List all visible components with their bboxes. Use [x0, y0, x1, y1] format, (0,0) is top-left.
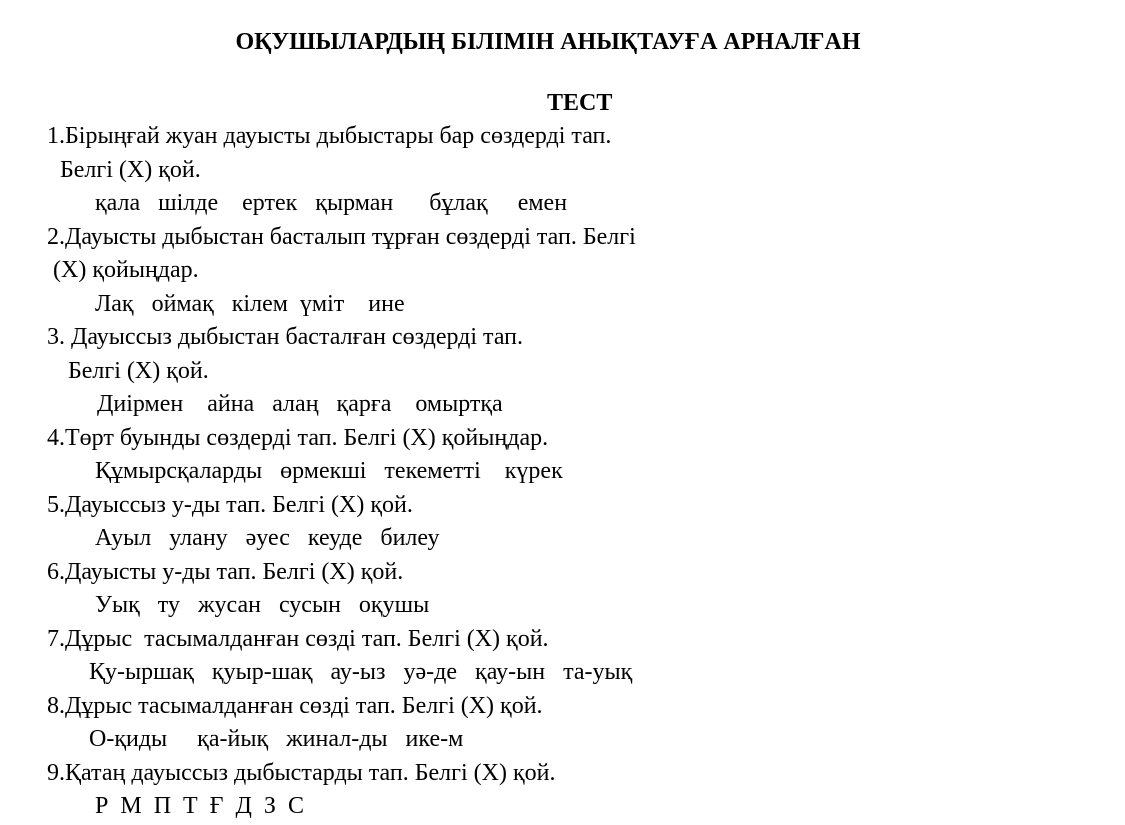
- question-7-options: Қу-ыршақ қуыр-шақ ау-ыз уә-де қау-ын та-уық: [89, 659, 633, 685]
- question-9-text: 9.Қатаң дауыссыз дыбыстарды тап. Белгі (Х) қой.: [47, 759, 556, 786]
- question-7-text: 7.Дұрыс тасымалданған сөзді тап. Белгі (Х) қой.: [47, 625, 549, 652]
- question-5-options: Ауыл улану әуес кеуде билеу: [95, 525, 440, 551]
- document-title: ОҚУШЫЛАРДЫҢ БІЛІМІН АНЫҚТАУҒА АРНАЛҒАН: [235, 29, 861, 55]
- question-1-options: қала шілде ертек қырман бұлақ емен: [95, 190, 568, 216]
- question-1-instruction: Белгі (Х) қой.: [60, 156, 201, 183]
- question-2-text: 2.Дауысты дыбыстан басталып тұрған сөздерді тап. Белгі: [47, 223, 636, 250]
- question-2-instruction: (Х) қойыңдар.: [53, 257, 199, 283]
- question-8-options: О-қиды қа-йық жинал-ды ике-м: [89, 726, 464, 752]
- question-8-text: 8.Дұрыс тасымалданған сөзді тап. Белгі (Х) қой.: [47, 692, 543, 719]
- question-9-options: Р М П Т Ғ Д З С: [95, 793, 304, 819]
- question-5-text: 5.Дауыссыз у-ды тап. Белгі (Х) қой.: [47, 491, 413, 518]
- question-3-text: 3. Дауыссыз дыбыстан басталған сөздерді тап.: [47, 324, 524, 350]
- document-subtitle: ТЕСТ: [547, 90, 613, 116]
- test-body: [0, 120, 1125, 824]
- question-3-instruction: Белгі (Х) қой.: [68, 357, 209, 384]
- question-6-options: Уық ту жусан сусын оқушы: [95, 592, 430, 618]
- question-1-text: 1.Бірыңғай жуан дауысты дыбыстары бар сөздерді тап.: [47, 123, 612, 149]
- question-4-options: Құмырсқаларды өрмекші текеметті күрек: [95, 458, 563, 484]
- question-6-text: 6.Дауысты у-ды тап. Белгі (Х) қой.: [47, 558, 404, 585]
- question-2-options: Лақ оймақ кілем үміт ине: [95, 290, 405, 317]
- question-4-text: 4.Төрт буынды сөздерді тап. Белгі (Х) қойыңдар.: [47, 424, 549, 451]
- question-3-options: Диірмен айна алаң қарға омыртқа: [97, 391, 503, 417]
